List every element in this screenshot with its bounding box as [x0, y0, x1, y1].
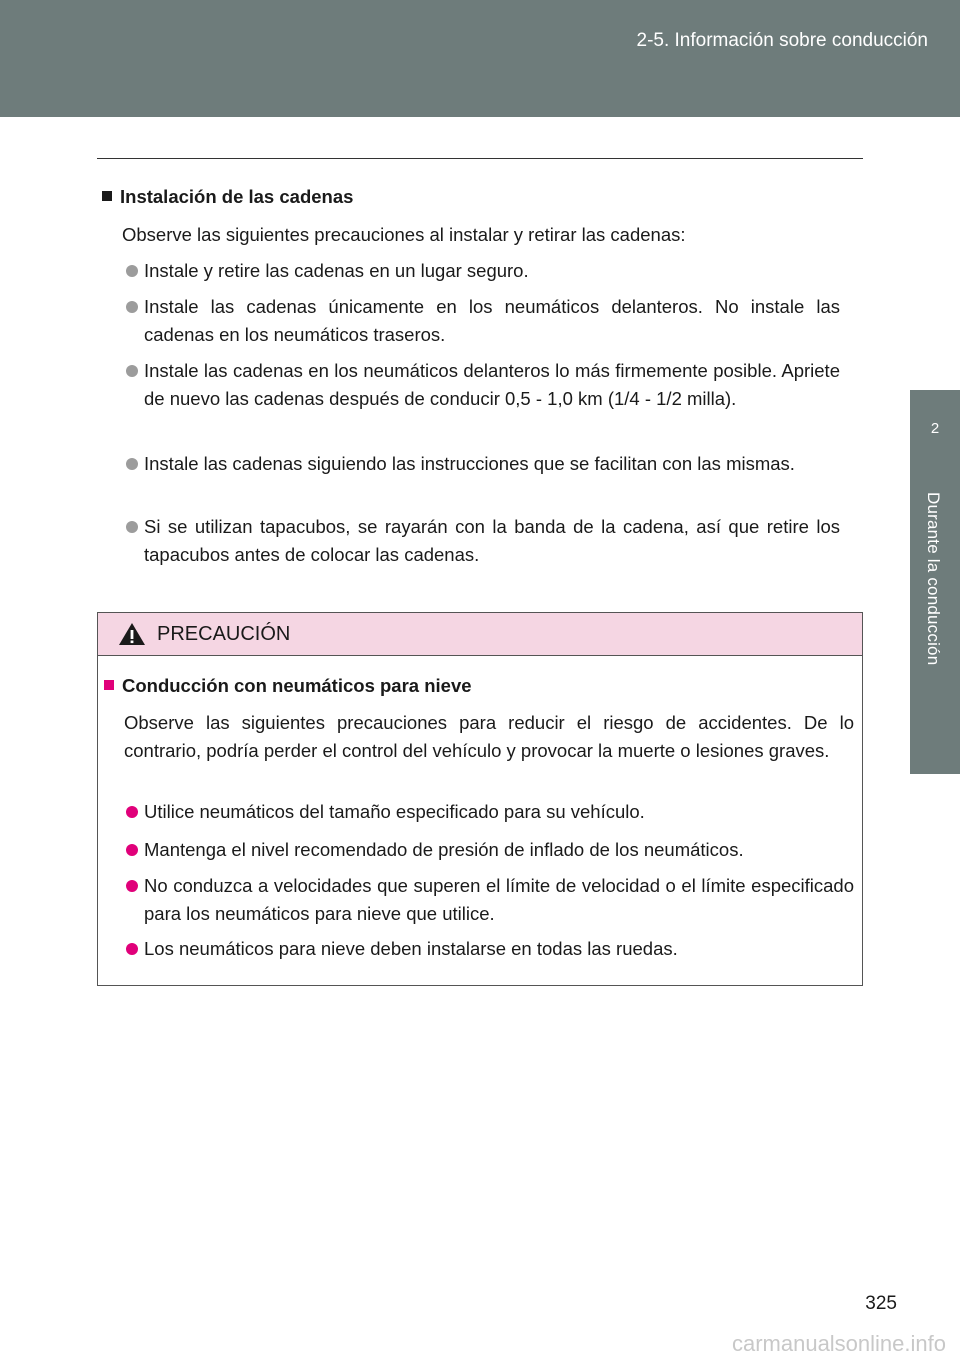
chapter-tab-label-box — [910, 474, 960, 774]
top-rule — [97, 158, 863, 159]
section-intro: Observe las siguientes precauciones al instalar y retirar las cadenas: — [122, 224, 686, 245]
caution-subtitle: Conducción con neumáticos para nieve — [104, 675, 472, 697]
bullet-dot-icon — [126, 806, 138, 818]
chapter-number: 2 — [930, 420, 940, 437]
chapter-label: Durante la conducción — [924, 492, 943, 666]
watermark: carmanualsonline.info — [731, 1331, 946, 1356]
caution-title: PRECAUCIÓN — [157, 623, 291, 645]
bullet-dot-icon — [126, 943, 138, 955]
bullet-dot-icon — [126, 844, 138, 856]
list-item: Instale las cadenas en los neumáticos delanteros lo más firmemente posible. Apriete de nuevo las cadenas después de conducir 0,5 - 1,0 km (1/4 - 1/2 milla). — [126, 357, 840, 413]
warning-triangle-icon — [118, 622, 146, 646]
section-header: 2-5. Información sobre conducción — [636, 30, 928, 51]
caution-list-item: Los neumáticos para nieve deben instalarse en todas las ruedas. — [126, 935, 854, 963]
page-number: 325 — [865, 1293, 897, 1314]
caution-header — [98, 613, 862, 656]
list-item: Si se utilizan tapacubos, se rayarán con la banda de la cadena, así que retire los tapacubos antes de colocar las cadenas. — [126, 513, 840, 569]
caution-intro: Observe las siguientes precauciones para reducir el riesgo de accidentes. De lo contrario, podría perder el control del vehículo y provocar la muerte o lesiones graves. — [124, 712, 854, 761]
caution-list-item: Utilice neumáticos del tamaño especificado para su vehículo. — [126, 798, 854, 826]
header-band — [0, 0, 960, 117]
list-item: Instale y retire las cadenas en un lugar seguro. — [126, 257, 840, 285]
bullet-dot-icon — [126, 458, 138, 470]
bullet-dot-icon — [126, 265, 138, 277]
square-bullet-icon — [104, 680, 114, 690]
bullet-dot-icon — [126, 880, 138, 892]
list-item: Instale las cadenas siguiendo las instrucciones que se facilitan con las mismas. — [126, 450, 840, 478]
caution-list-item: Mantenga el nivel recomendado de presión de inflado de los neumáticos. — [126, 836, 854, 864]
list-item: Instale las cadenas únicamente en los neumáticos delanteros. No instale las cadenas en los neumáticos traseros. — [126, 293, 840, 349]
bullet-dot-icon — [126, 521, 138, 533]
caution-list-item: No conduzca a velocidades que superen el límite de velocidad o el límite especificado para los neumáticos para nieve que utilice. — [126, 872, 854, 928]
caution-box — [97, 612, 863, 986]
bullet-dot-icon — [126, 301, 138, 313]
bullet-dot-icon — [126, 365, 138, 377]
chapter-tab-number-box — [910, 390, 960, 474]
section-title: Instalación de las cadenas — [102, 186, 353, 208]
square-bullet-icon — [102, 191, 112, 201]
